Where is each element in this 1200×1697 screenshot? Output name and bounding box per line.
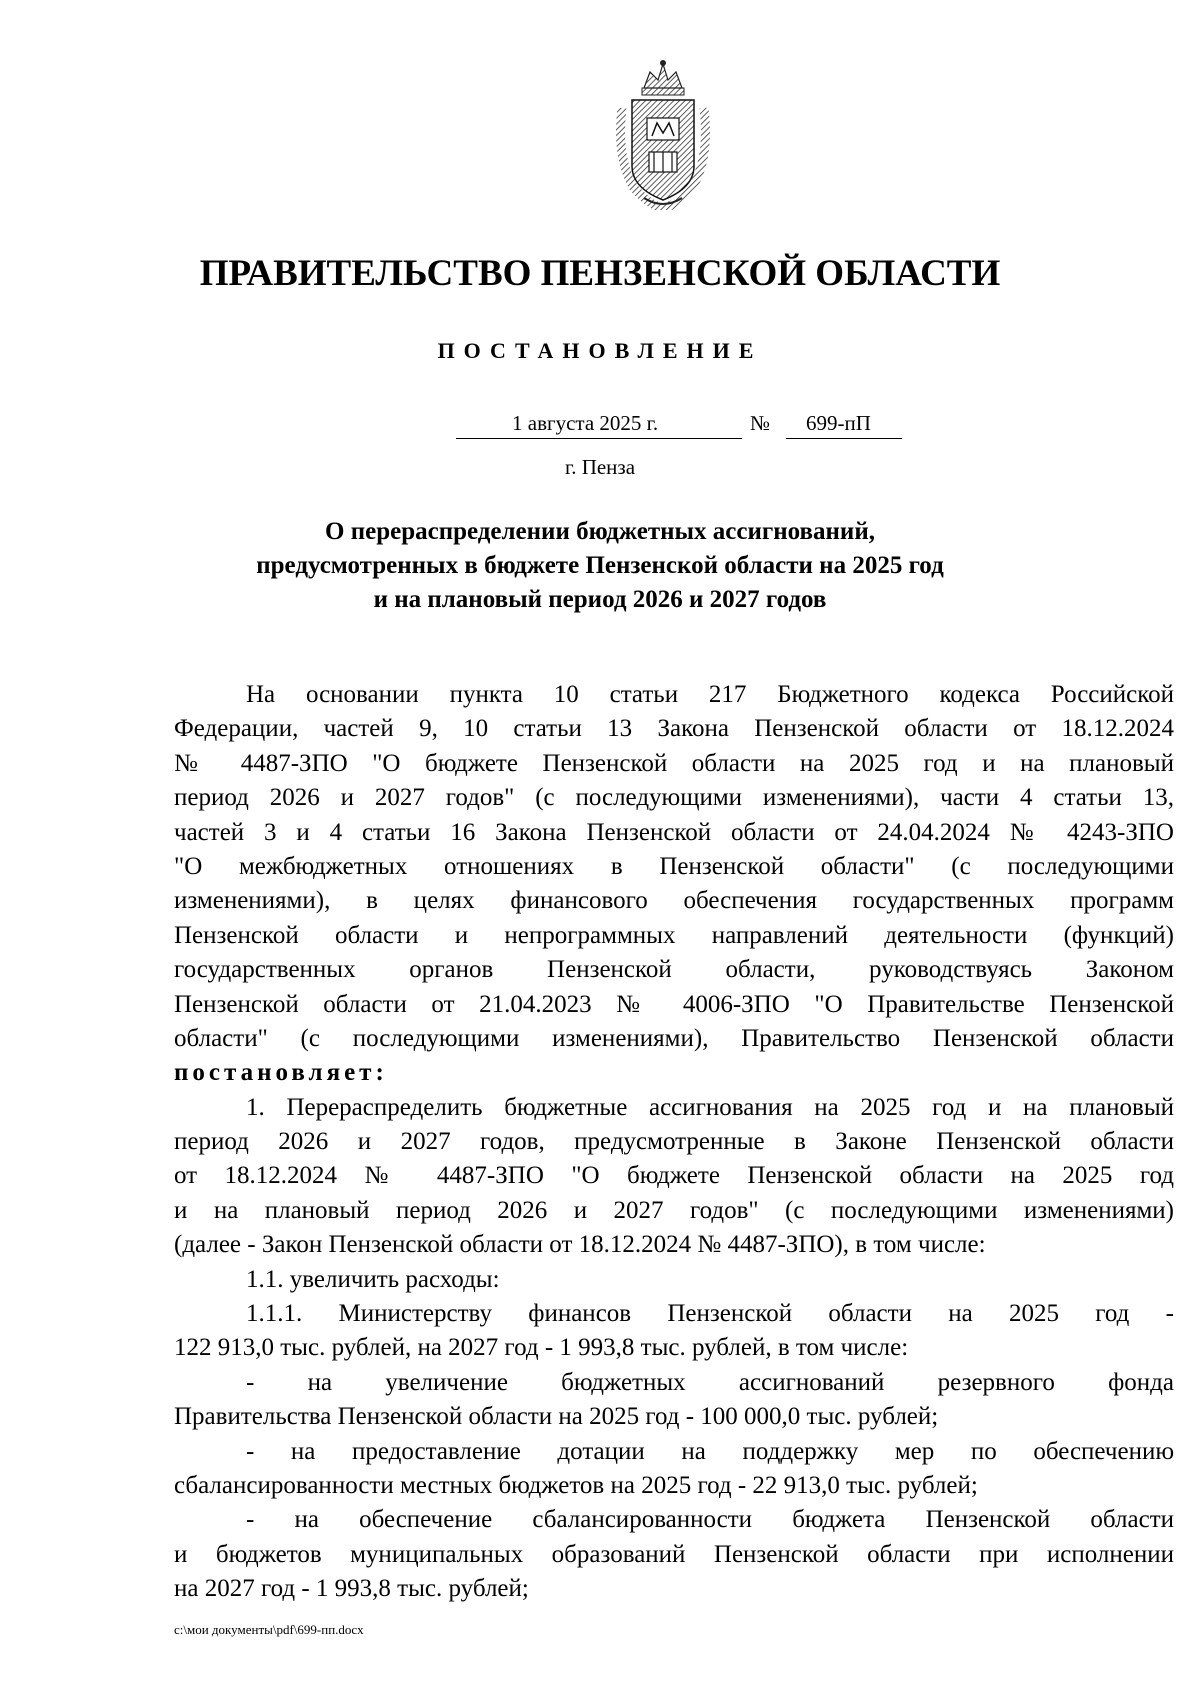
item-1-line: период 2026 и 2027 годов, предусмотренные в Законе Пензенской области [174,1128,1174,1156]
document-date-field [456,408,742,439]
preamble-line: Пензенской области от 21.04.2023 № 4006-ЗПО "О Правительстве Пензенской [174,990,1174,1018]
bullet-line: сбалансированности местных бюджетов на 2025 год - 22 913,0 тыс. рублей; [174,1471,978,1499]
document-kind-title: ПОСТАНОВЛЕНИЕ [437,338,763,363]
file-path-footer: c:\мои документы\pdf\699-пп.docx [174,1622,364,1637]
item-1-line: 1. Перераспределить бюджетные ассигнования на 2025 год и на плановый [246,1093,1174,1121]
preamble-line: изменениями), в целях финансового обеспечения государственных программ [174,887,1174,915]
bullet-line: на 2027 год - 1 993,8 тыс. рублей; [174,1575,529,1603]
bullet-line: - на обеспечение сбалансированности бюджета Пензенской области [246,1506,1174,1534]
subject-line: предусмотренных в бюджете Пензенской области на 2025 год [256,552,944,579]
bullet-line: - на предоставление дотации на поддержку мер по обеспечению [246,1437,1174,1465]
document-date: 1 августа 2025 г. [512,411,659,435]
document-number-field [786,408,902,439]
item-1-1-1-line: 122 913,0 тыс. рублей, на 2027 год - 1 993,8 тыс. рублей, в том числе: [174,1334,909,1362]
item-1-line: от 18.12.2024 № 4487-ЗПО "О бюджете Пензенской области на 2025 год [174,1162,1174,1190]
government-title: ПРАВИТЕЛЬСТВО ПЕНЗЕНСКОЙ ОБЛАСТИ [199,253,1001,294]
bullet-line: - на увеличение бюджетных ассигнований резервного фонда [246,1368,1174,1396]
preamble-line: области" (с последующими изменениями), Правительство Пензенской области [174,1024,1174,1052]
preamble-line: На основании пункта 10 статьи 217 Бюджетного кодекса Российской [246,681,1174,708]
preamble-line: Федерации, частей 9, 10 статьи 13 Закона Пензенской области от 18.12.2024 [174,715,1174,743]
resolves-word: постановляет: [174,1059,388,1087]
document-city: г. Пенза [564,455,636,479]
preamble-line: № 4487-ЗПО "О бюджете Пензенской области на 2025 год и на плановый [174,749,1174,777]
penza-region-coat-of-arms-icon [614,58,712,210]
document-body [174,678,1174,1607]
document-number: 699-пП [806,411,871,435]
preamble-line: Пензенской области и непрограммных направлений деятельности (функций) [174,921,1174,949]
subject-line: О перераспределении бюджетных ассигнований, [325,518,875,545]
item-1-line: и на плановый период 2026 и 2027 годов" (с последующими изменениями) [174,1196,1174,1224]
preamble-line: период 2026 и 2027 годов" (с последующими изменениями), части 4 статьи 13, [174,784,1174,812]
preamble-line: государственных органов Пензенской области, руководствуясь Законом [174,956,1174,984]
bullet-line: и бюджетов муниципальных образований Пензенской области при исполнении [174,1540,1174,1568]
preamble-line: частей 3 и 4 статьи 16 Закона Пензенской области от 24.04.2024 № 4243-ЗПО [174,818,1174,846]
number-sign: № [750,411,771,435]
item-1-1-1-line: 1.1.1. Министерству финансов Пензенской области на 2025 год - [246,1300,1174,1328]
preamble-line: "О межбюджетных отношениях в Пензенской области" (с последующими [174,852,1174,880]
item-1-line: (далее - Закон Пензенской области от 18.12.2024 № 4487-ЗПО), в том числе: [174,1231,986,1259]
document-subject [200,515,1000,617]
bullet-line: Правительства Пензенской области на 2025 год - 100 000,0 тыс. рублей; [174,1403,939,1431]
subject-line: и на плановый период 2026 и 2027 годов [373,586,827,613]
item-1-1: 1.1. увеличить расходы: [246,1265,500,1293]
